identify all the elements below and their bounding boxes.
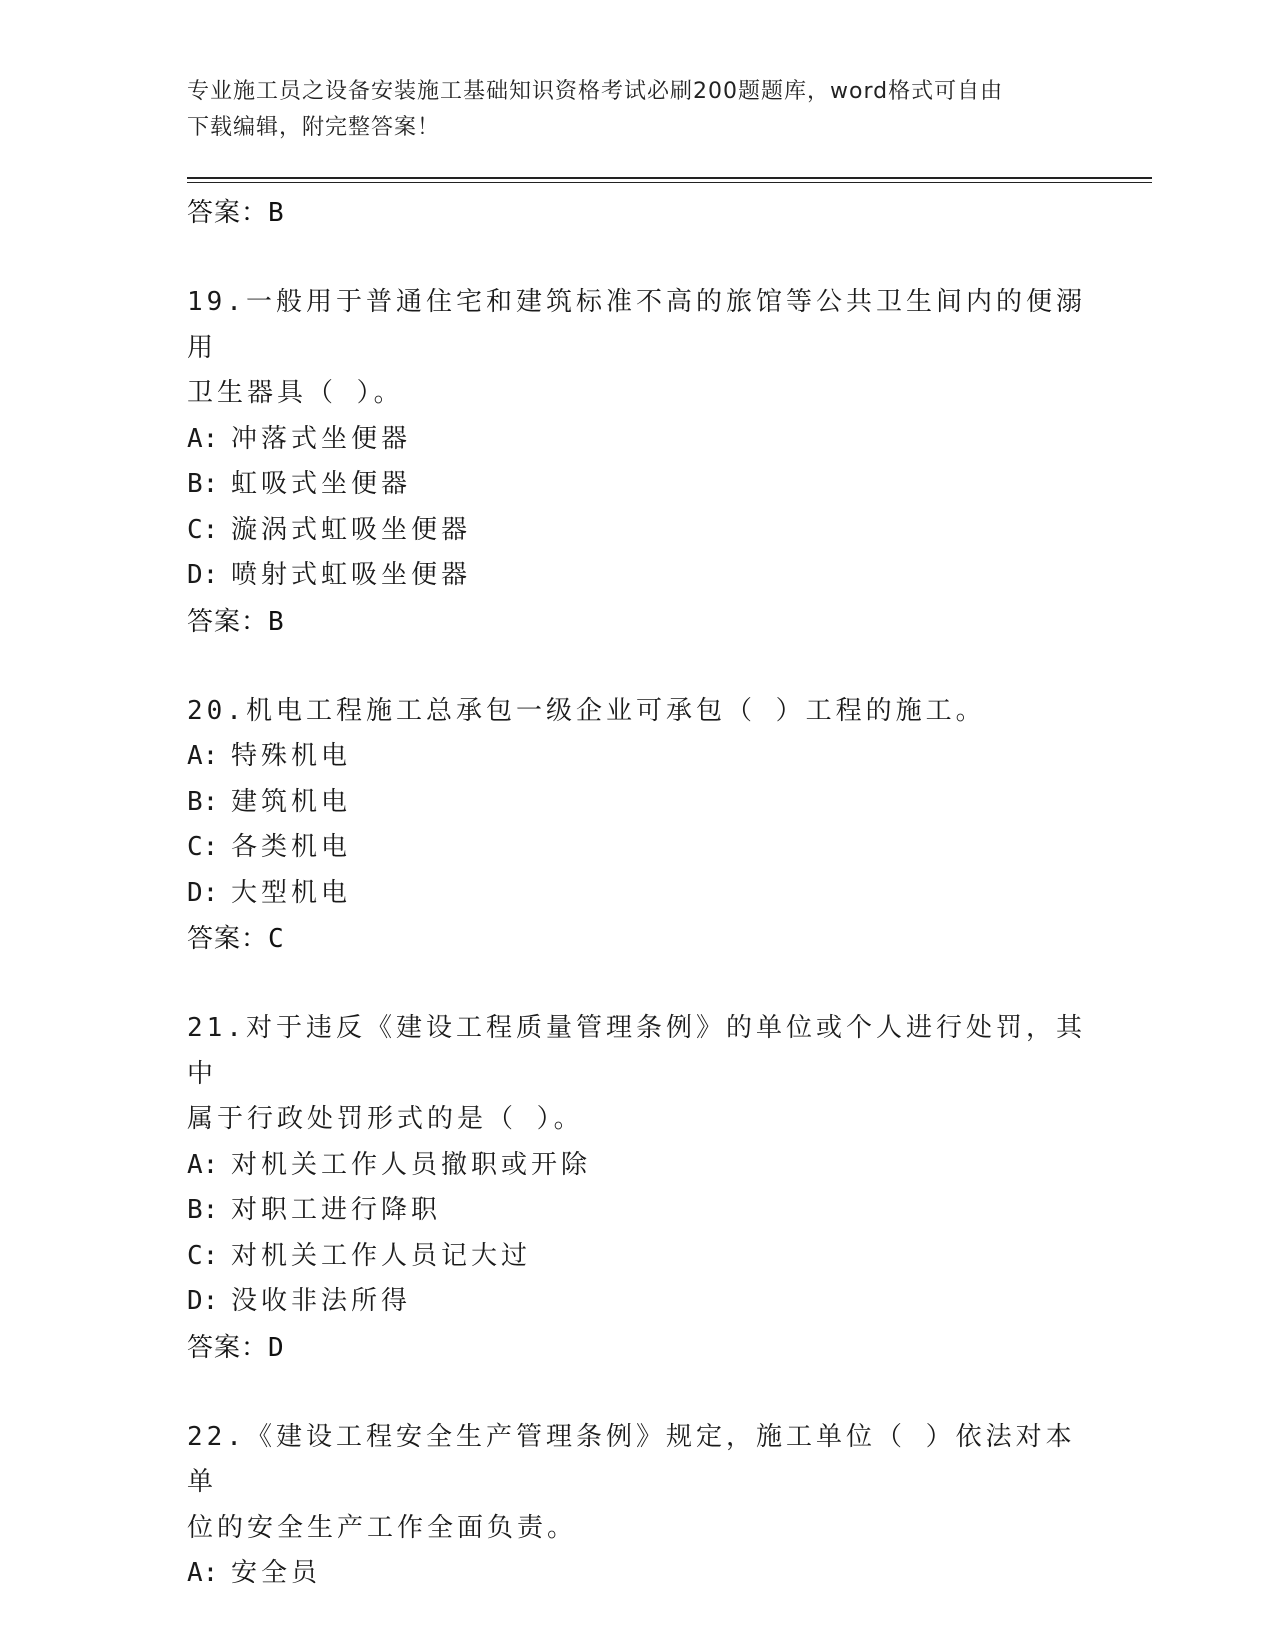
answer-label: 答案： bbox=[187, 924, 269, 954]
option-text: 没收非法所得 bbox=[231, 1286, 412, 1316]
answer-value: C bbox=[268, 924, 285, 954]
header-divider-thick bbox=[187, 177, 1152, 179]
option-text: 各类机电 bbox=[231, 832, 352, 862]
question-stem-line-1: 20.机电工程施工总承包一级企业可承包（ ）工程的施工。 bbox=[187, 695, 986, 726]
option-key: C: bbox=[187, 514, 219, 545]
option-text: 喷射式虹吸坐便器 bbox=[231, 560, 472, 590]
option-text: 对机关工作人员记大过 bbox=[231, 1240, 532, 1271]
question-19 bbox=[187, 280, 1087, 645]
option-key: A: bbox=[187, 741, 219, 771]
option-key: B: bbox=[187, 469, 219, 499]
option-text: 漩涡式虹吸坐便器 bbox=[231, 514, 472, 545]
option-text: 冲落式坐便器 bbox=[231, 423, 412, 454]
option-text: 安全员 bbox=[231, 1558, 322, 1588]
option-key: B: bbox=[187, 786, 219, 817]
document-header bbox=[187, 74, 1087, 146]
question-list bbox=[187, 190, 1087, 1597]
option-key: D: bbox=[187, 560, 219, 590]
question-stem-line-1: 22.《建设工程安全生产管理条例》规定，施工单位（ ）依法对本单 bbox=[187, 1421, 1076, 1497]
option-key: C: bbox=[187, 832, 219, 862]
header-title-line-1: 专业施工员之设备安装施工基础知识资格考试必刷200题题库，word格式可自由 bbox=[187, 79, 1004, 104]
option-key: B: bbox=[187, 1195, 219, 1225]
question-stem-line-1: 19.一般用于普通住宅和建筑标准不高的旅馆等公共卫生间内的便溺用 bbox=[187, 287, 1086, 363]
header-title-line-2: 下载编辑，附完整答案！ bbox=[187, 115, 441, 140]
option-key: D: bbox=[187, 877, 219, 908]
option-key: A: bbox=[187, 1558, 219, 1588]
option-d bbox=[187, 1279, 1087, 1325]
answer-line bbox=[187, 190, 1087, 236]
option-key: D: bbox=[187, 1286, 219, 1316]
header-divider-thin bbox=[187, 182, 1152, 183]
option-d bbox=[187, 553, 1087, 599]
question-stem-line-1: 21.对于违反《建设工程质量管理条例》的单位或个人进行处罚，其中 bbox=[187, 1013, 1086, 1089]
option-b bbox=[187, 780, 1087, 826]
option-a bbox=[187, 734, 1087, 780]
question-stem-line-2: 卫生器具（ ）。 bbox=[187, 378, 404, 408]
question-21 bbox=[187, 1006, 1087, 1371]
option-d bbox=[187, 871, 1087, 917]
option-text: 建筑机电 bbox=[231, 786, 352, 817]
option-c bbox=[187, 508, 1087, 554]
answer-value: B bbox=[268, 198, 285, 228]
option-text: 特殊机电 bbox=[231, 741, 352, 771]
option-b bbox=[187, 462, 1087, 508]
option-text: 大型机电 bbox=[231, 877, 352, 908]
option-key: A: bbox=[187, 1149, 219, 1180]
question-22 bbox=[187, 1415, 1087, 1597]
option-b bbox=[187, 1188, 1087, 1234]
answer-value: B bbox=[268, 606, 285, 637]
answer-line bbox=[187, 1325, 1087, 1371]
answer-label: 答案： bbox=[187, 1332, 269, 1363]
option-key: C: bbox=[187, 1240, 219, 1271]
option-text: 虹吸式坐便器 bbox=[231, 469, 412, 499]
option-key: A: bbox=[187, 423, 219, 454]
question-20 bbox=[187, 689, 1087, 963]
option-a bbox=[187, 1143, 1087, 1189]
answer-line bbox=[187, 916, 1087, 962]
answer-value: D bbox=[268, 1332, 285, 1363]
option-c bbox=[187, 1234, 1087, 1280]
question-stem-line-2: 属于行政处罚形式的是（ ）。 bbox=[187, 1104, 584, 1134]
option-a bbox=[187, 1551, 1087, 1597]
option-text: 对职工进行降职 bbox=[231, 1195, 442, 1225]
answer-line bbox=[187, 599, 1087, 645]
answer-label: 答案： bbox=[187, 198, 269, 228]
option-a bbox=[187, 417, 1087, 463]
option-c bbox=[187, 825, 1087, 871]
option-text: 对机关工作人员撤职或开除 bbox=[231, 1149, 592, 1180]
question-stem-line-2: 位的安全生产工作全面负责。 bbox=[187, 1512, 578, 1543]
answer-label: 答案： bbox=[187, 606, 269, 637]
